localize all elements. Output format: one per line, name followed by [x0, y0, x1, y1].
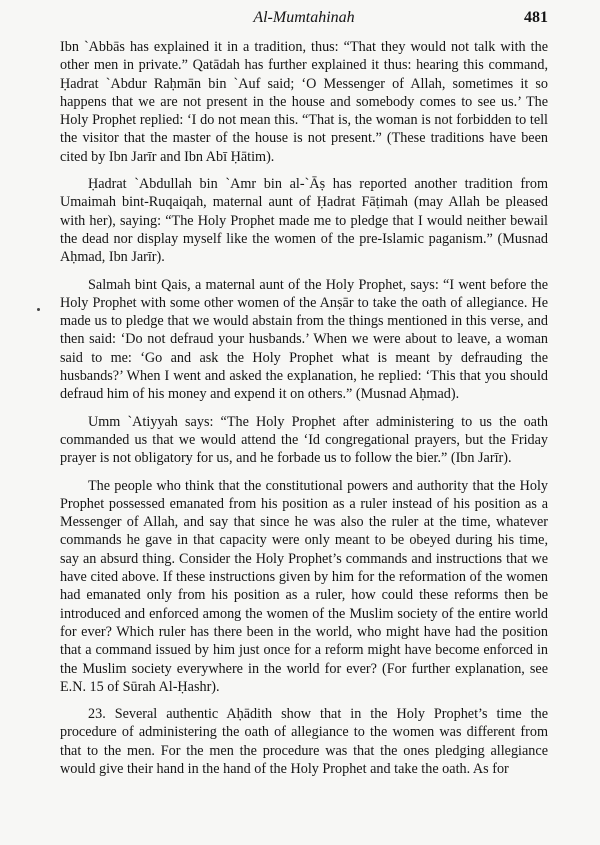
- running-head: [60, 0, 548, 38]
- margin-dot: [37, 308, 40, 311]
- page-number: 481: [524, 9, 548, 26]
- paragraph-salmah-bint-qais: Salmah bint Qais, a maternal aunt of the Holy Prophet, says: “I went before the Holy Prophet with some other women of the Anṣār to take the oath of allegiance. He made us to pledge that we would abstain from the things mentioned in this verse, and then said: ‘Do not defraud your husbands.’ When we were about to leave, a woman said to me: ‘Go and ask the Holy Prophet what is meant by defrauding the husbands?’ When I went and asked the explanation, he replied: ‘This that you should defraud him of his money and expend it on others.” (Musnad Aḥmad).: [60, 276, 548, 403]
- paragraph-constitutional-powers: The people who think that the constitutional powers and authority that the Holy Prophet possessed emanated from his position as a ruler instead of his position as a Messenger of Allah, and say that since he was also the ruler at the time, whatever commands he gave in that capacity were only meant to be obeyed during his time, say an absurd thing. Consider the Holy Prophet’s commands and instructions that we have cited above. If these instructions given by him for the reformation of the women had emanated only from his position as a ruler, how could these reforms then be introduced and enforced among the women of the Muslim society of the entire world for ever? Which ruler has there been in the world, who might have had the position that a command issued by him just once for a reform might have become enforced in the Muslim society everywhere in the world for ever? (For further explanation, see E.N. 15 of Sūrah Al-Ḥashr).: [60, 477, 548, 695]
- paragraph-umm-atiyyah: Umm `Atiyyah says: “The Holy Prophet after administering to us the oath commanded us that we would attend the ‘Id congregational prayers, but the Friday prayer is not obligatory for us, and he forbade us to follow the bier.” (Ibn Jarīr).: [60, 413, 548, 467]
- chapter-title: Al-Mumtahinah: [253, 9, 355, 26]
- paragraph-abdullah-bin-amr: Ḥadrat `Abdullah bin `Amr bin al-`Āṣ has reported another tradition from Umaimah bint-Ruqaiqah, maternal aunt of Ḥadrat Fāṭimah (may Allah be pleased with her), saying: “The Holy Prophet made me to pledge that I would neither bewail the dead nor display myself like the women of the pre-Islamic paganism.” (Musnad Aḥmad, Ibn Jarīr).: [60, 176, 548, 266]
- paragraph-note-23: 23. Several authentic Aḥādith show that in the Holy Prophet’s time the procedure of administering the oath of allegiance to the women was different from that to the men. For the men the procedure was that the ones pledging allegiance would give their hand in the hand of the Holy Prophet and take the oath. As for: [60, 706, 548, 777]
- paragraph-ibn-abbas: Ibn `Abbās has explained it in a tradition, thus: “That they would not talk with the other men in private.” Qatādah has further explained it thus: hearing this command, Ḥadrat `Abdur Raḥmān bin `Auf said; ‘O Messenger of Allah, sometimes it so happens that we are not present in the house and somebody comes to see us.’ The Holy Prophet replied: ‘I do not mean this. “That is, the woman is not forbidden to tell the visitor that the master of the house is not present.” (These traditions have been cited by Ibn Jarīr and Ibn Abī Ḥātim).: [60, 39, 548, 165]
